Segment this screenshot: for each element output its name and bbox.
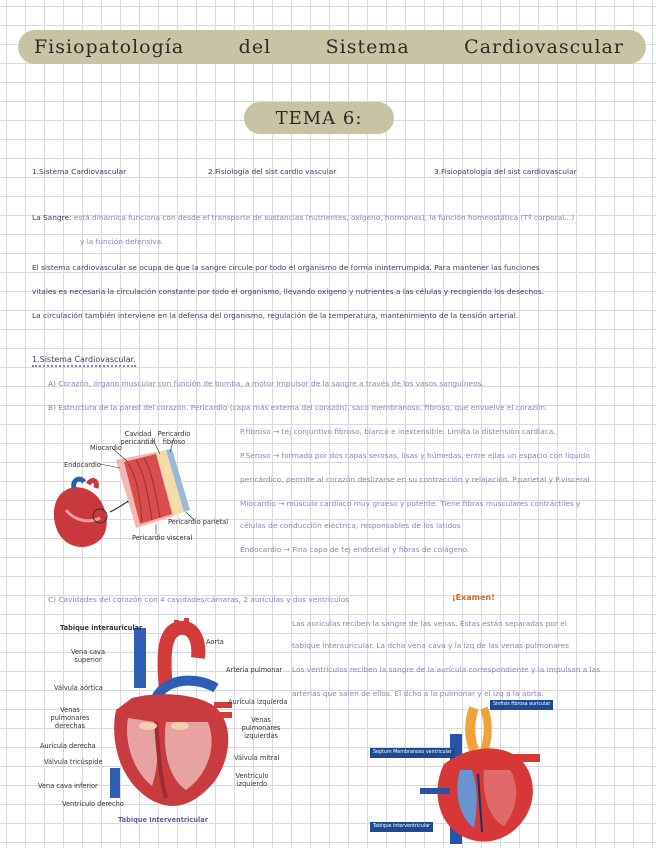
section-item-a: A) Corazón, órgano muscular con función de bomba, a motor impulsor de la sangre a través de los vasos sanguíneos.: [48, 379, 484, 388]
pericardio-line-4: Miocardio → músculo cardíaco muy grueso y potente. Tiene fibras musculares contráctiles y: [240, 499, 581, 508]
intro-sangre-label: La Sangre:: [32, 213, 72, 222]
title-word-2: del: [238, 36, 272, 58]
intro-para-1: El sistema cardiovascular se ocupa de que la sangre circule por todo el organismo de forma ininterrumpida. Para mantener las funciones: [32, 263, 540, 272]
pericardio-line-2: P.Seroso → formado por dos capas serosas, lisas y húmedas, entre ellas un espacio con líquido: [240, 451, 590, 460]
intro-para-2: vitales es necesaria la circulación constante por todo el organismo, llevando oxígeno y nutrientes a las células y recogiendo los desechos.: [32, 287, 544, 296]
section-heading: 1.Sistema Cardiovascular.: [32, 354, 136, 367]
label-valvula-tricuspide: Válvula tricúspide: [44, 758, 103, 766]
section-item-c: C) Cavidades del corazón con 4 cavidades/cámaras, 2 aurículas y dos ventrículos: [48, 595, 350, 604]
intro-para-3: La circulación también interviene en la defensa del organismo, regulación de la temperatura, mantenimiento de la tensión arterial.: [32, 311, 519, 320]
label-ventriculo-derecho: Ventrículo derecho: [62, 800, 124, 808]
label-arteria-pulmonar: Arteria pulmonar: [226, 666, 283, 674]
label-tabique-interventricular: Tabique Interventricular: [118, 816, 208, 824]
label-auricula-izquierda: Aurícula izquierda: [228, 698, 288, 706]
index-item-2: 2.Fisiología del sist cardio vascular: [208, 167, 337, 176]
page-title-banner: [18, 30, 646, 64]
label-ventriculo-izquierdo: Ventrículo izquierdo: [235, 772, 269, 788]
title-word-4: Cardiovascular: [464, 36, 624, 58]
cavidades-line-3: Los ventrículos reciben la sangre de la aurícula correspondiente y la impulsan a las: [292, 665, 601, 674]
label-vena-cava-inferior: Vena cava inferior: [38, 782, 98, 790]
cavidades-line-4: arterias que salen de ellos. El dcho a la pulmonar y el izq a la aorta.: [292, 689, 544, 698]
heart-schematic-figure: [414, 704, 548, 848]
label-pericardio-parietal: Pericardio parietal: [168, 518, 229, 526]
label-venas-pulmonares-izquierdas: Venas pulmonares izquierdas: [241, 716, 281, 740]
label-valvula-aortica: Válvula aórtica: [54, 684, 103, 692]
section-item-b: B) Estructura de la pared del corazón. Pericardio (capa más externa del corazón), saco membranoso, fibroso, que envuelve el corazón.: [48, 403, 548, 412]
title-word-1: Fisiopatología: [34, 36, 185, 58]
label-auricula-derecha: Aurícula derecha: [40, 742, 96, 750]
pericardio-line-1: P.fibroso → tej conjuntivo fibroso, blanco e inextensible. Limita la distensión cardíaca.: [240, 427, 556, 436]
intro-line-2: y la función defensiva.: [80, 237, 164, 246]
label-aorta: Aorta: [206, 638, 224, 646]
label-vena-cava-superior: Vena cava superior: [71, 648, 105, 664]
title-word-3: Sistema: [325, 36, 410, 58]
intro-line-1: [32, 212, 632, 223]
cavidades-line-2: tabique interauricular. La dcha vena cava y la izq de las venas pulmonares: [292, 641, 569, 650]
pericardio-line-5: células de conducción eléctrica, responsables de los latidos: [240, 521, 461, 530]
intro-sangre-text: está dinámica funciona con desde el transporte de sustancias (nutrientes, oxígeno, hormonas), la función homeostática (Tª corporal...): [73, 213, 575, 222]
schematic-label-bottom: Tabique interventricular: [370, 822, 433, 832]
label-pericardio-visceral: Pericardio visceral: [132, 534, 193, 542]
label-miocardio: Miocardio: [90, 444, 122, 452]
index-item-3: 3.Fisiopatología del sist cardiovascular: [434, 167, 577, 176]
label-tabique-interauricular: Tabique interauricular: [60, 624, 143, 632]
schematic-label-left: Septum Membranoso ventricular: [370, 748, 455, 758]
pericardio-line-6: Endocardio → Fina capa de tej endotelial y fibras de colágeno.: [240, 545, 470, 554]
label-endocardio: Endocardio: [64, 461, 101, 469]
tema-heading: [244, 102, 394, 134]
examen-tag: ¡Examen!: [452, 593, 495, 602]
tema-label: TEMA 6:: [275, 107, 363, 129]
label-pericardio-fibroso: Pericardio fibroso: [157, 430, 191, 446]
pericardio-line-3: pericárdico, permite al corazón deslizarse en su contracción y relajación. P.parietal y P.visceral: [240, 475, 590, 484]
label-cavidad-pericardial: Cavidad pericardial: [120, 430, 156, 446]
label-venas-pulmonares-derechas: Venas pulmonares derechas: [50, 706, 90, 730]
index-item-1: 1.Sistema Cardiovascular: [32, 167, 127, 176]
heart-cavities-figure: [96, 618, 256, 818]
schematic-label-top: Sinfisis fibrosa auricular: [490, 700, 553, 710]
label-valvula-mitral: Válvula mitral: [234, 754, 280, 762]
cavidades-line-1: Las aurículas reciben la sangre de las venas. Estas están separadas por el: [292, 619, 567, 628]
